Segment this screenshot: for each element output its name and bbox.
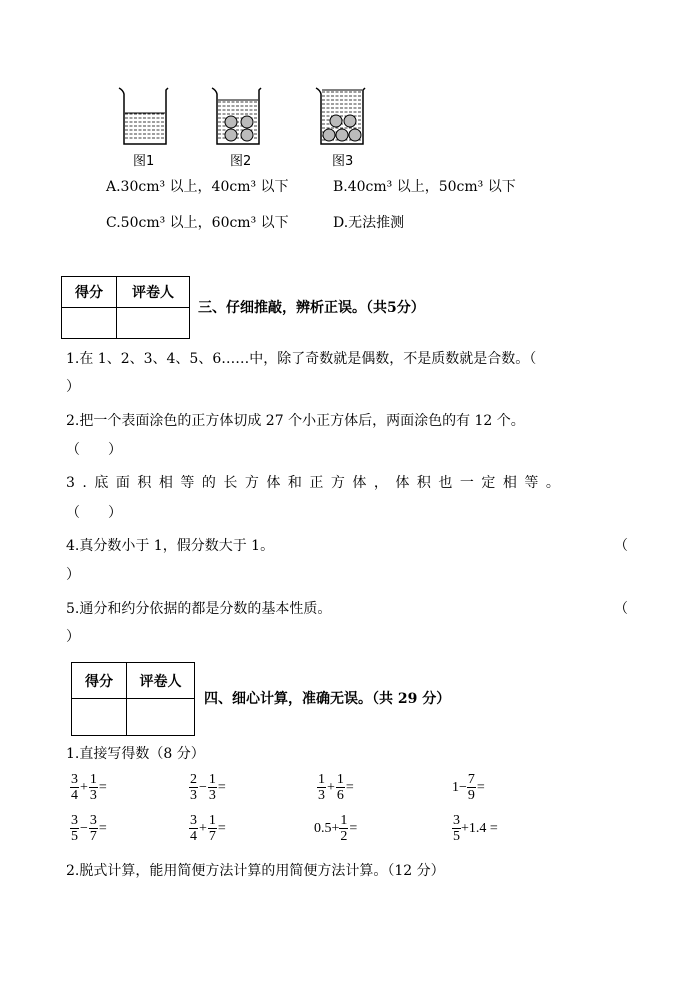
expression-6 bbox=[189, 813, 227, 844]
fraction-numerator: 2 bbox=[190, 772, 197, 787]
question-3-5-paren-open: （ bbox=[614, 601, 628, 617]
option-c: C.50cm³ 以上，60cm³ 以下 bbox=[106, 215, 289, 231]
fraction-numerator: 3 bbox=[71, 813, 78, 828]
fraction-numerator: 1 bbox=[336, 772, 344, 787]
option-d: D.无法推测 bbox=[333, 215, 405, 231]
expression-4 bbox=[452, 772, 486, 803]
score-header: 得分 bbox=[62, 277, 117, 308]
expression-1 bbox=[70, 772, 108, 803]
expression-5 bbox=[70, 813, 108, 844]
fraction-numerator: 3 bbox=[453, 813, 460, 828]
expression-prefix: 1− bbox=[452, 779, 467, 795]
fraction-numerator: 1 bbox=[208, 813, 216, 828]
equals: = bbox=[98, 820, 107, 836]
beaker-figure-1 bbox=[115, 84, 171, 148]
question-3-5: 5.通分和约分依据的都是分数的基本性质。 bbox=[66, 601, 332, 617]
fraction-denominator: 5 bbox=[453, 829, 460, 844]
equals: = bbox=[98, 779, 107, 795]
fraction-numerator: 3 bbox=[71, 772, 78, 787]
expression-7 bbox=[314, 813, 358, 844]
grader-cell[interactable] bbox=[127, 699, 195, 736]
fraction-denominator: 7 bbox=[89, 829, 97, 844]
fraction-numerator: 3 bbox=[190, 813, 197, 828]
fraction-denominator: 2 bbox=[340, 829, 348, 844]
question-3-3-paren: （ ） bbox=[66, 505, 122, 521]
option-b: B.40cm³ 以上，50cm³ 以下 bbox=[333, 179, 516, 195]
fraction-numerator: 1 bbox=[208, 772, 216, 787]
fraction-denominator: 5 bbox=[71, 829, 78, 844]
operator: − bbox=[80, 820, 88, 836]
figure-label-2: 图2 bbox=[230, 154, 252, 169]
score-header: 得分 bbox=[72, 663, 127, 699]
expression-2 bbox=[189, 772, 227, 803]
operator: − bbox=[199, 779, 207, 795]
fraction-numerator: 1 bbox=[340, 813, 348, 828]
expression-8 bbox=[452, 813, 498, 844]
beaker-figure-2 bbox=[208, 84, 264, 148]
score-cell[interactable] bbox=[72, 699, 127, 736]
fraction-denominator: 9 bbox=[467, 788, 475, 803]
expression-prefix: 0.5+ bbox=[314, 820, 340, 836]
question-3-1-paren: ） bbox=[66, 379, 80, 395]
question-3-5-paren-close: ） bbox=[66, 629, 80, 645]
subsection-4-1: 1.直接写得数（8 分） bbox=[66, 746, 205, 762]
grader-header: 评卷人 bbox=[127, 663, 195, 699]
question-3-4: 4.真分数小于 1，假分数大于 1。 bbox=[66, 538, 275, 554]
fraction-numerator: 3 bbox=[89, 813, 97, 828]
expression-suffix: +1.4 = bbox=[461, 820, 498, 836]
question-3-2-paren: （ ） bbox=[66, 442, 122, 458]
equals: = bbox=[217, 820, 226, 836]
fraction-denominator: 3 bbox=[190, 788, 197, 803]
equals: = bbox=[349, 820, 358, 836]
section-4-title: 四、细心计算，准确无误。（共 29 分） bbox=[204, 691, 451, 707]
question-3-4-paren-close: ） bbox=[66, 567, 80, 583]
equals: = bbox=[345, 779, 354, 795]
operator: + bbox=[327, 779, 335, 795]
equals: = bbox=[476, 779, 485, 795]
question-3-3: 3.底面积相等的长方体和正方体，体积也一定相等。 bbox=[66, 475, 568, 491]
fraction-denominator: 4 bbox=[71, 788, 78, 803]
operator: + bbox=[80, 779, 88, 795]
question-3-2: 2.把一个表面涂色的正方体切成 27 个小正方体后，两面涂色的有 12 个。 bbox=[66, 413, 525, 429]
fraction-numerator: 7 bbox=[467, 772, 475, 787]
score-cell[interactable] bbox=[62, 308, 117, 339]
score-table-section-4 bbox=[71, 662, 195, 736]
operator: + bbox=[199, 820, 207, 836]
fraction-numerator: 1 bbox=[89, 772, 97, 787]
grader-header: 评卷人 bbox=[117, 277, 190, 308]
equals: = bbox=[217, 779, 226, 795]
expression-3 bbox=[317, 772, 355, 803]
fraction-numerator: 1 bbox=[318, 772, 325, 787]
subsection-4-2: 2.脱式计算，能用简便方法计算的用简便方法计算。（12 分） bbox=[66, 863, 445, 879]
fraction-denominator: 3 bbox=[89, 788, 97, 803]
question-3-4-paren-open: （ bbox=[614, 538, 628, 554]
score-table-section-3 bbox=[61, 276, 190, 339]
fraction-denominator: 3 bbox=[208, 788, 216, 803]
fraction-denominator: 6 bbox=[336, 788, 344, 803]
section-3-title: 三、仔细推敲，辨析正误。（共5分） bbox=[198, 300, 425, 316]
figure-label-3: 图3 bbox=[332, 154, 354, 169]
figure-label-1: 图1 bbox=[133, 154, 155, 169]
fraction-denominator: 4 bbox=[190, 829, 197, 844]
fraction-denominator: 3 bbox=[318, 788, 325, 803]
question-3-1: 1.在 1、2、3、4、5、6……中，除了奇数就是偶数，不是质数就是合数。（ bbox=[66, 351, 537, 367]
grader-cell[interactable] bbox=[117, 308, 190, 339]
fraction-denominator: 7 bbox=[208, 829, 216, 844]
beaker-figure-3 bbox=[312, 84, 368, 148]
option-a: A.30cm³ 以上，40cm³ 以下 bbox=[106, 179, 289, 195]
